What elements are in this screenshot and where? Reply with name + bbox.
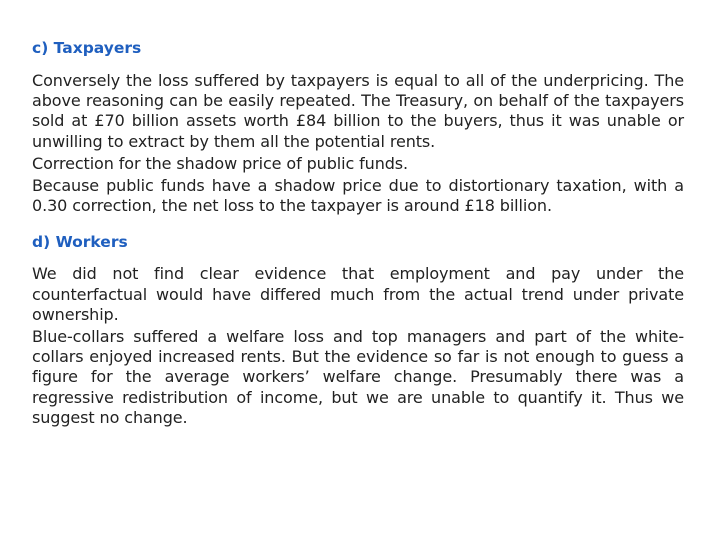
workers-paragraph-evidence: We did not find clear evidence that employment and pay under the counterfactual would have differed much from the actual trend under private ownership. <box>32 264 684 324</box>
taxpayers-paragraph-correction-title: Correction for the shadow price of public funds. <box>32 153 409 173</box>
taxpayers-paragraph-loss: Conversely the loss suffered by taxpayers is equal to all of the underpricing. The above reasoning can be easily repeated. The Treasury, on behalf of the taxpayers sold at £70 billion assets worth £84 billion to the buyers, thus it was unable or unwilling to extract by them all the potential rents. <box>32 71 684 151</box>
workers-paragraph-welfare: Blue-collars suffered a welfare loss and top managers and part of the white-collars enjoyed increased rents. But the evidence so far is not enough to guess a figure for the average workers’ welfare change. Presumably there was a regressive redistribution of income, but we are unable to quantify it. Thus we suggest no change. <box>32 327 684 427</box>
section-heading-taxpayers: c) Taxpayers <box>32 39 142 57</box>
taxpayers-paragraph-shadow-price: Because public funds have a shadow price due to distortionary taxation, with a 0.30 correction, the net loss to the taxpayer is around £18 billion. <box>32 176 684 216</box>
slide-content <box>32 38 684 428</box>
section-heading-workers: d) Workers <box>32 233 128 252</box>
